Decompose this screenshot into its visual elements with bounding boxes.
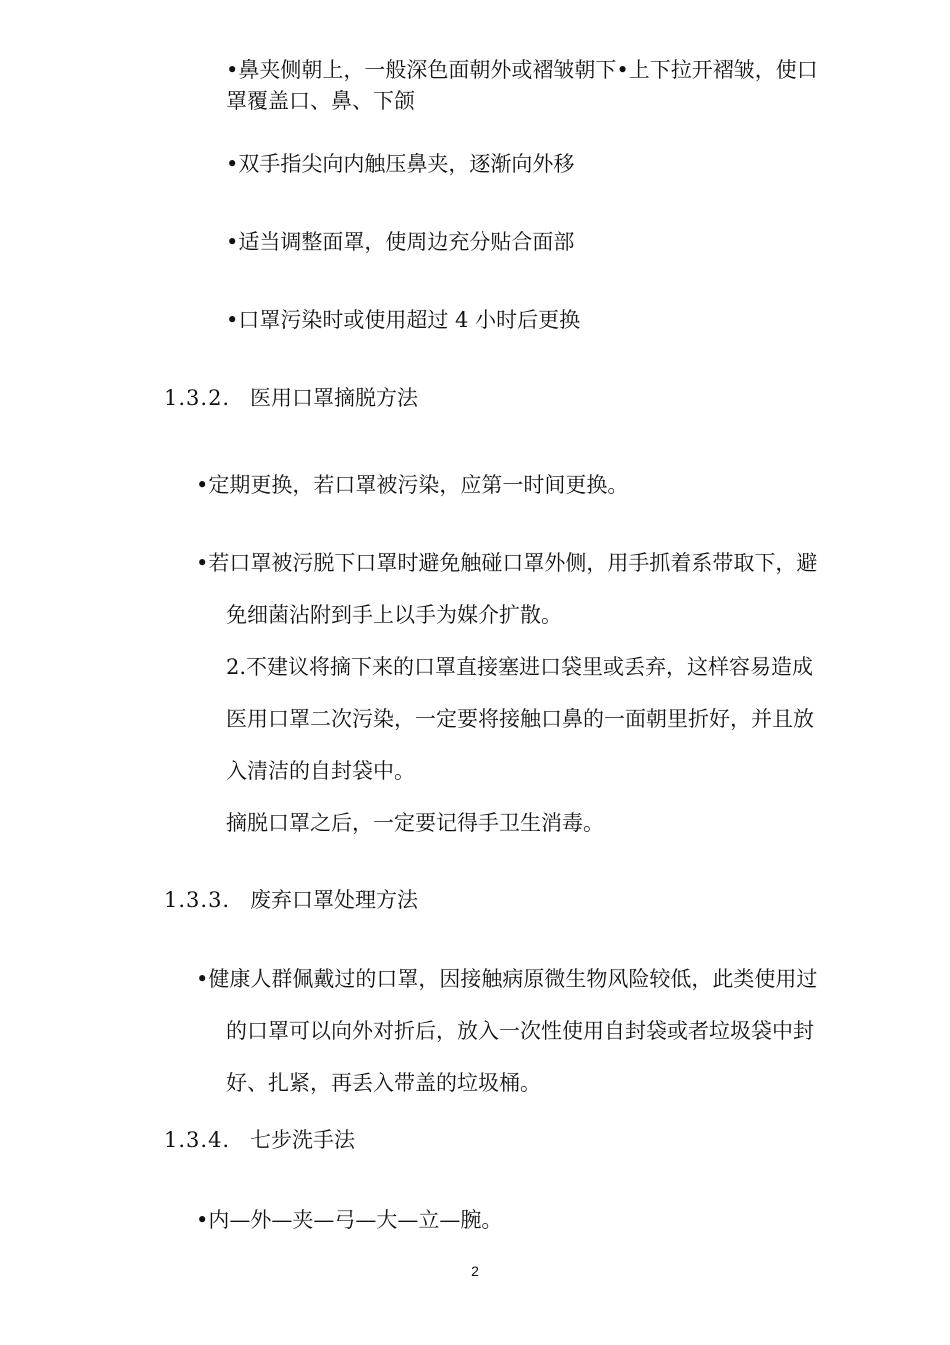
bullet-nose-clip-line1: •鼻夹侧朝上，一般深色面朝外或褶皱朝下•上下拉开褶皱，使口 xyxy=(226,58,818,82)
bullet-adjust-mask: •适当调整面罩，使周边充分贴合面部 xyxy=(226,230,575,254)
paragraph-line: •内—外—夹—弓—大—立—腕。 xyxy=(196,1208,503,1232)
section-title: 废弃口罩处理方法 xyxy=(250,888,418,912)
section-heading-1-3-2 xyxy=(164,383,418,413)
section-heading-1-3-4 xyxy=(164,1125,355,1155)
paragraph-line: 入清洁的自封袋中。 xyxy=(226,759,415,783)
paragraph-line: 免细菌沾附到手上以手为媒介扩散。 xyxy=(226,603,562,627)
paragraph-line: 摘脱口罩之后，一定要记得手卫生消毒。 xyxy=(226,811,604,835)
bullet-replace-mask: •口罩污染时或使用超过 4 小时后更换 xyxy=(226,308,581,332)
section-number: 1.3.2. xyxy=(164,386,231,410)
paragraph-line: •健康人群佩戴过的口罩，因接触病原微生物风险较低，此类使用过 xyxy=(196,967,818,991)
section-heading-1-3-3 xyxy=(164,885,418,915)
section-title: 七步洗手法 xyxy=(250,1128,355,1152)
paragraph-line: 医用口罩二次污染，一定要将接触口鼻的一面朝里折好，并且放 xyxy=(226,707,814,731)
paragraph-line: 的口罩可以向外对折后，放入一次性使用自封袋或者垃圾袋中封 xyxy=(226,1019,814,1043)
bullet-press-nose-clip: •双手指尖向内触压鼻夹，逐渐向外移 xyxy=(226,152,575,176)
bullet-nose-clip-line2: 罩覆盖口、鼻、下颌 xyxy=(226,89,415,113)
paragraph-line: •若口罩被污脱下口罩时避免触碰口罩外侧，用手抓着系带取下，避 xyxy=(196,551,818,575)
paragraph-line: 好、扎紧，再丢入带盖的垃圾桶。 xyxy=(226,1071,541,1095)
section-number: 1.3.3. xyxy=(164,888,231,912)
section-title: 医用口罩摘脱方法 xyxy=(250,386,418,410)
paragraph-line: •定期更换，若口罩被污染，应第一时间更换。 xyxy=(196,473,629,497)
paragraph-line: 2.不建议将摘下来的口罩直接塞进口袋里或丢弃，这样容易造成 xyxy=(226,655,814,679)
page-number: 2 xyxy=(471,1263,479,1279)
section-number: 1.3.4. xyxy=(164,1128,231,1152)
